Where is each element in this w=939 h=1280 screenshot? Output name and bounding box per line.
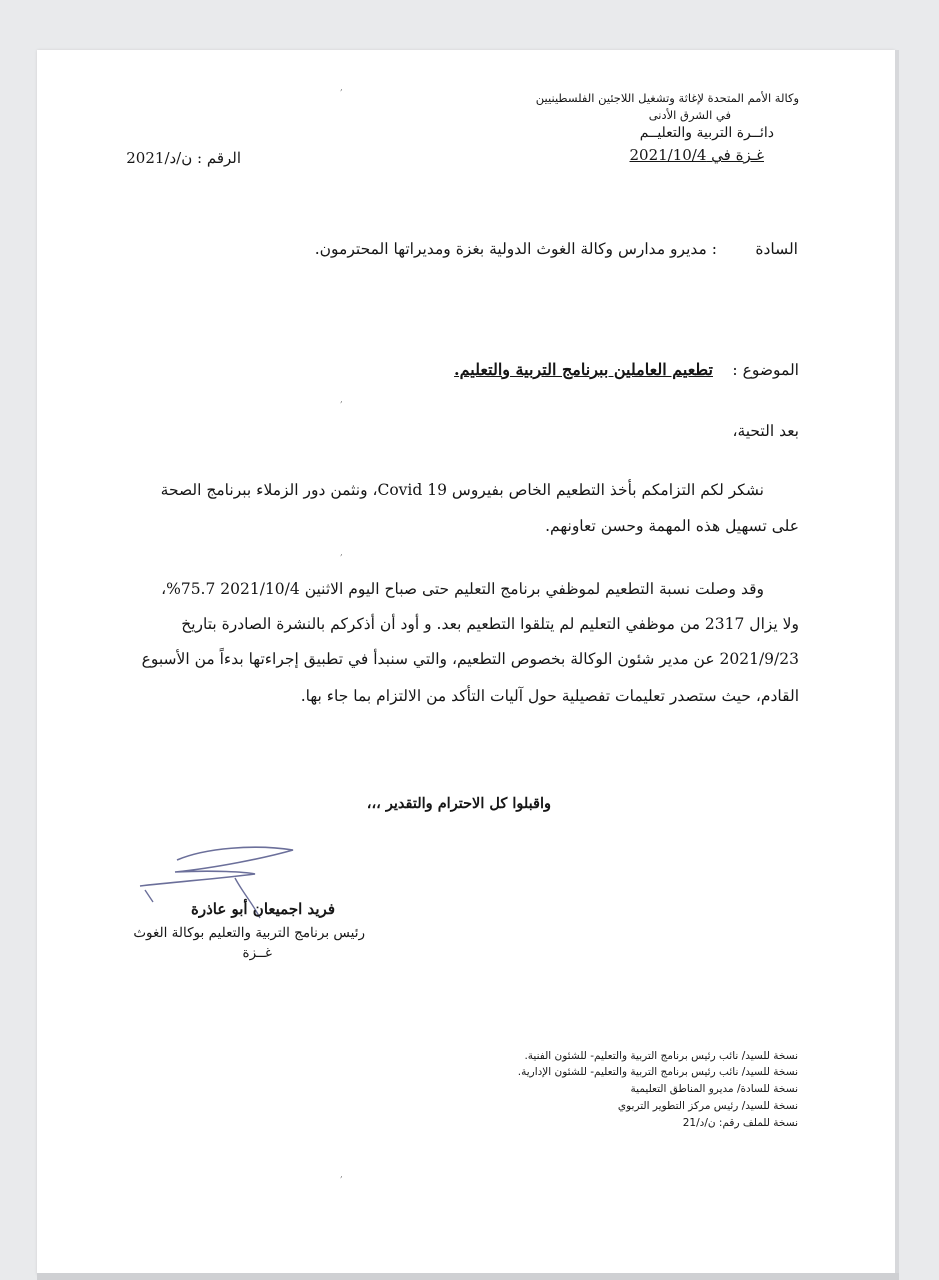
org-name-line1: وكالة الأمم المتحدة لإغاثة وتشغيل اللاجئين الفلسطينيين — [535, 91, 799, 105]
paragraph2-line1: وقد وصلت نسبة التطعيم لموظفي برنامج التعليم حتى صباح اليوم الاثنين 2021/10/4 75.7%، — [161, 580, 764, 598]
scan-mark: , — [340, 395, 343, 405]
copy-line-1: نسخة للسيد/ نائب رئيس برنامج التربية والتعليم- للشئون الفنية. — [524, 1050, 798, 1062]
page-edge-bottom — [37, 1273, 899, 1280]
greeting: بعد التحية، — [732, 422, 799, 440]
place-date: غـزة في 2021/10/4 — [629, 146, 764, 164]
scan-mark: , — [340, 548, 343, 558]
subject-text: تطعيم العاملين ببرنامج التربية والتعليم. — [454, 360, 713, 379]
addressee-label: السادة — [755, 240, 798, 258]
closing-line: واقبلوا كل الاحترام والتقدير ،،، — [366, 795, 551, 812]
signatory-city: غــزة — [242, 945, 272, 961]
scan-mark: , — [340, 1170, 343, 1180]
paragraph2-line2: ولا يزال 2317 من موظفي التعليم لم يتلقوا التطعيم بعد. و أود أن أذكركم بالنشرة الصادرة بتاريخ — [181, 615, 799, 633]
copy-line-5: نسخة للملف رقم: ن/د/21 — [682, 1117, 798, 1129]
org-name-line2: في الشرق الأدنى — [648, 108, 731, 122]
scan-mark: , — [340, 83, 343, 93]
reference-number: الرقم : ن/د/2021 — [126, 149, 241, 167]
department-name: دائــرة التربية والتعليــم — [639, 125, 774, 141]
paragraph2-line3: 2021/9/23 عن مدير شئون الوكالة بخصوص التطعيم، والتي سنبدأ في تطبيق إجراءتها بدءاً من الأسبوع — [141, 650, 799, 668]
paragraph1-line2: على تسهيل هذه المهمة وحسن تعاونهم. — [545, 517, 799, 535]
signatory-title: رئيس برنامج التربية والتعليم بوكالة الغوث — [133, 925, 365, 941]
subject-label: الموضوع : — [732, 361, 799, 379]
page-edge-right — [895, 50, 899, 1275]
paragraph2-line4: القادم، حيث ستصدر تعليمات تفصيلية حول آليات التأكد من الالتزام بما جاء بها. — [300, 687, 799, 705]
copy-line-2: نسخة للسيد/ نائب رئيس برنامج التربية والتعليم- للشئون الإدارية. — [517, 1066, 798, 1078]
paragraph1-line1: نشكر لكم التزامكم بأخذ التطعيم الخاص بفيروس Covid 19، ونثمن دور الزملاء ببرنامج الصحة — [160, 481, 764, 499]
copy-line-4: نسخة للسيد/ رئيس مركز التطوير التربوي — [617, 1100, 798, 1112]
signatory-name: فريد اجميعان أبو عاذرة — [190, 900, 335, 918]
addressee-text: : مديرو مدارس وكالة الغوث الدولية بغزة ومديراتها المحترمون. — [314, 240, 717, 258]
copy-line-3: نسخة للسادة/ مديرو المناطق التعليمية — [630, 1083, 798, 1095]
